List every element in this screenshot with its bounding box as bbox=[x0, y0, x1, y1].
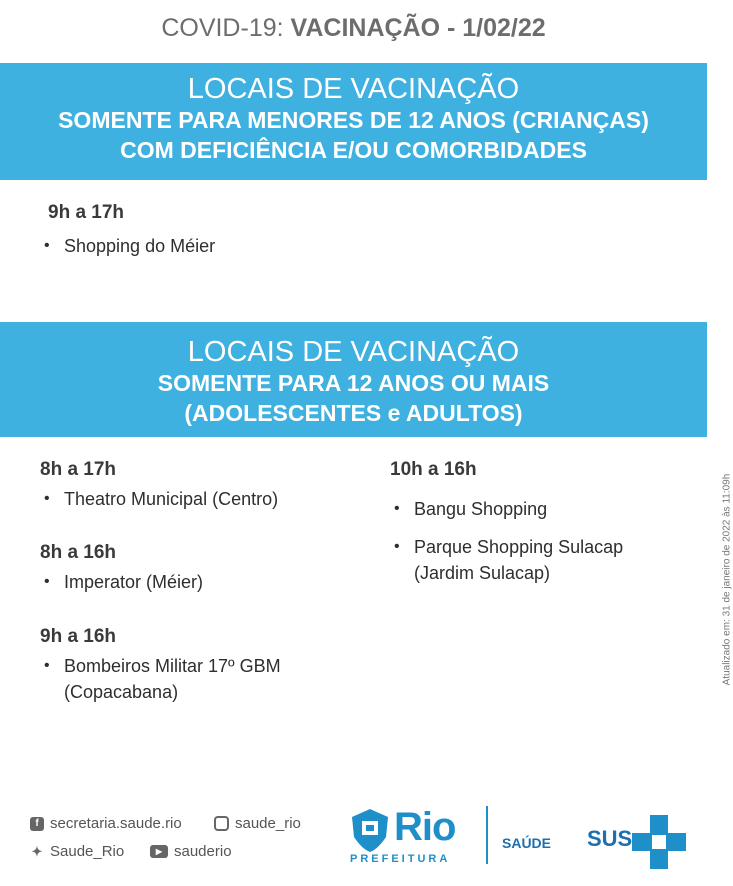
prefeitura-label: PREFEITURA bbox=[350, 853, 451, 865]
prefeitura-rio-logo bbox=[348, 805, 474, 871]
banner-title: LOCAIS DE VACINAÇÃO bbox=[187, 336, 520, 368]
list-item bbox=[42, 486, 278, 512]
location-name: Parque Shopping Sulacap bbox=[414, 537, 624, 557]
bullet-icon: • bbox=[394, 500, 400, 517]
location-name: Theatro Municipal (Centro) bbox=[64, 489, 279, 509]
facebook-icon: f bbox=[30, 817, 44, 831]
rio-wordmark: Rio bbox=[394, 805, 456, 849]
list-item bbox=[42, 653, 281, 705]
title-main: VACINAÇÃO - 1/02/22 bbox=[290, 14, 546, 42]
banner-subtitle-2: COM DEFICIÊNCIA E/OU COMORBIDADES bbox=[120, 137, 587, 163]
page-title bbox=[0, 14, 707, 43]
twitter-link[interactable] bbox=[30, 843, 124, 860]
bullet-icon: • bbox=[44, 490, 50, 507]
schedule-time: 9h a 17h bbox=[48, 202, 125, 223]
location-area: (Jardim Sulacap) bbox=[414, 563, 551, 583]
logo-divider bbox=[486, 806, 488, 864]
schedule-time: 8h a 17h bbox=[40, 459, 117, 480]
sus-cross-icon bbox=[632, 815, 686, 869]
location-name: Bangu Shopping bbox=[414, 499, 548, 519]
sus-label: SUS bbox=[587, 826, 633, 851]
schedule-time: 10h a 16h bbox=[390, 459, 477, 480]
twitter-handle: Saude_Rio bbox=[50, 843, 125, 860]
banner-subtitle-1: SOMENTE PARA 12 ANOS OU MAIS bbox=[157, 370, 550, 396]
list-item bbox=[392, 496, 547, 522]
location-name: Shopping do Méier bbox=[64, 236, 216, 256]
facebook-link[interactable] bbox=[30, 815, 182, 832]
banner-title: LOCAIS DE VACINAÇÃO bbox=[187, 73, 520, 105]
instagram-link[interactable] bbox=[214, 815, 301, 832]
schedule-time: 9h a 16h bbox=[40, 626, 117, 647]
banner-subtitle-1: SOMENTE PARA MENORES DE 12 ANOS (CRIANÇAS) bbox=[58, 107, 649, 133]
banner-children bbox=[0, 63, 707, 180]
bullet-icon: • bbox=[44, 573, 50, 590]
facebook-handle: secretaria.saude.rio bbox=[50, 815, 182, 832]
city-crest-icon bbox=[348, 807, 392, 853]
instagram-icon bbox=[214, 816, 229, 831]
banner-adults bbox=[0, 322, 707, 437]
location-name: Imperator (Méier) bbox=[64, 572, 204, 592]
bullet-icon: • bbox=[44, 657, 50, 674]
location-name: Bombeiros Militar 17º GBM bbox=[64, 656, 281, 676]
bullet-icon: • bbox=[394, 538, 400, 555]
list-item bbox=[42, 233, 215, 259]
youtube-link[interactable] bbox=[150, 843, 232, 860]
youtube-handle: sauderio bbox=[174, 843, 232, 860]
list-item bbox=[392, 534, 623, 586]
updated-note: Atualizado em: 31 de janeiro de 2022 às 11:09h bbox=[721, 473, 733, 686]
list-item bbox=[42, 569, 203, 595]
youtube-icon: ▶ bbox=[150, 845, 168, 858]
title-prefix: COVID-19: bbox=[161, 14, 291, 42]
saude-label: SAÚDE bbox=[502, 835, 552, 851]
schedule-time: 8h a 16h bbox=[40, 542, 117, 563]
instagram-handle: saude_rio bbox=[235, 815, 301, 832]
twitter-icon: ✦ bbox=[31, 843, 43, 859]
location-area: (Copacabana) bbox=[64, 682, 179, 702]
bullet-icon: • bbox=[44, 237, 50, 254]
banner-subtitle-2: (ADOLESCENTES e ADULTOS) bbox=[184, 400, 523, 426]
